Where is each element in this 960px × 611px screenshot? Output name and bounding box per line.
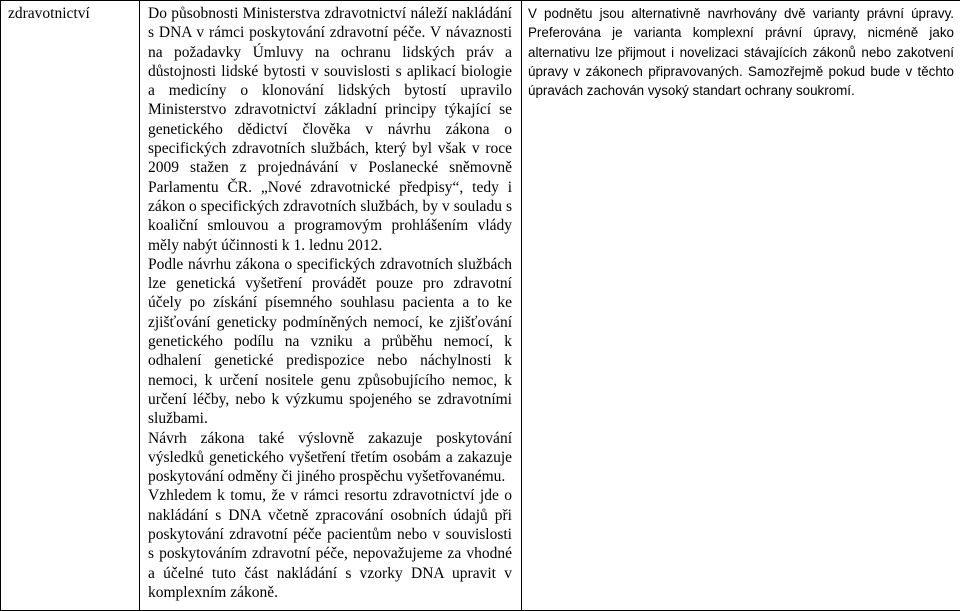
main-paragraph-1: Do působnosti Ministerstva zdravotnictví náleží nakládání s DNA v rámci poskytování zdravotní péče. V návaznosti na požadavky Úmluvy na ochranu lidských práv a důstojnosti lidské bytosti v souvislosti s aplikací biologie a medicíny o klonování lidských bytostí upravilo Ministerstvo zdravotnictví základní principy týkající se genetického dědictví člověka v návrhu zákona o specifických zdravotních službách, který byl však v roce 2009 stažen z projednávání v Poslanecké sněmovně Parlamentu ČR. „Nové zdravotnické předpisy“, tedy i zákon o specifických zdravotních službách, by v souladu s koaliční smlouvou a programovým prohlášením vlády měly nabýt účinnosti k 1. lednu 2012. [148, 4, 512, 255]
topic-label: zdravotnictví [1, 1, 139, 23]
variants-text-body [522, 1, 960, 100]
main-text-body [140, 1, 521, 610]
variants-cell [522, 1, 960, 611]
main-paragraph-4: Vzhledem k tomu, že v rámci resortu zdravotnictví jde o nakládání s DNA včetně zpracování osobních údajů při poskytování zdravotní péče pacientům nebo v souvislosti s poskytováním zdravotní péče, nepovažujeme za vhodné a účelné tuto část nakládání s vzorky DNA upravit v komplexním zákoně. [148, 486, 512, 602]
main-paragraph-3: Návrh zákona také výslovně zakazuje poskytování výsledků genetického vyšetření třetím osobám a zakazuje poskytování odměny či jiného prospěchu vyšetřovanému. [148, 429, 512, 487]
main-text-cell [140, 1, 522, 611]
variants-paragraph-1: V podnětu jsou alternativně navrhovány dvě varianty právní úpravy. Preferována je varianta komplexní právní úpravy, nicméně jako alternativu lze přijmout i novelizaci stávajících zákonů nebo zakotvení úpravy v zákonech připravovaných. Samozřejmě pokud bude v těchto úpravách zachován vysoký standart ochrany soukromí. [528, 4, 954, 100]
table-row [1, 1, 960, 611]
main-paragraph-2: Podle návrhu zákona o specifických zdravotních službách lze genetická vyšetření provádět pouze pro zdravotní účely po získání písemného souhlasu pacienta a to ke zjišťování geneticky podmíněných nemocí, ke zjišťování genetického podílu na vzniku a průběhu nemocí, k odhalení genetické predispozice nebo náchylnosti k nemoci, k určení nositele genu způsobujícího nemoc, k určení léčby, nebo k výzkumu spojeného se zdravotními službami. [148, 255, 512, 429]
topic-cell [1, 1, 140, 611]
